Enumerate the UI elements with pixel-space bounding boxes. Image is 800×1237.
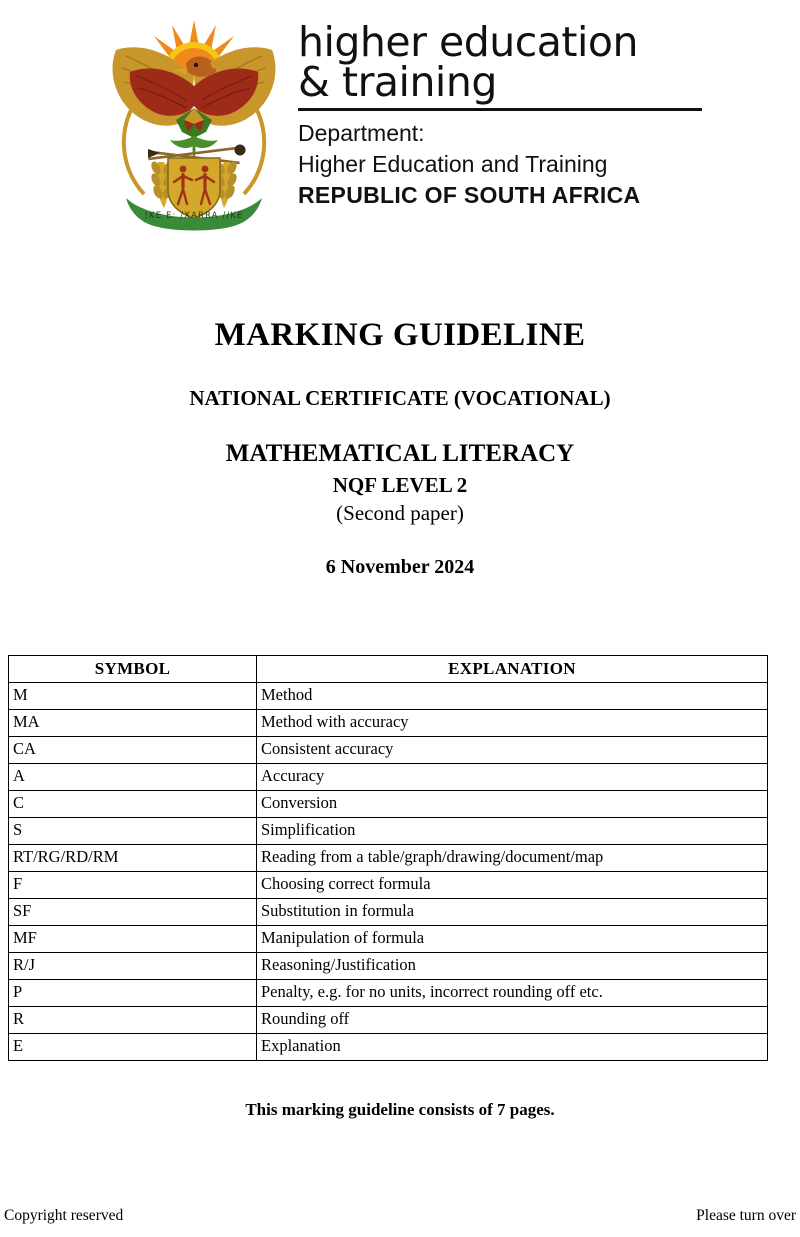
cell-symbol: C (9, 791, 257, 818)
cell-symbol: R (9, 1007, 257, 1034)
cell-symbol: MF (9, 926, 257, 953)
department-logo-text (298, 12, 702, 210)
table-row (9, 926, 768, 953)
table-row (9, 683, 768, 710)
table-body (9, 683, 768, 1061)
logo-line-and-training: & training (298, 58, 497, 107)
nqf-level: NQF LEVEL 2 (332, 472, 468, 497)
cell-symbol: A (9, 764, 257, 791)
cell-explanation: Choosing correct formula (257, 872, 768, 899)
title-block (0, 316, 800, 579)
table-row (9, 899, 768, 926)
cell-symbol: M (9, 683, 257, 710)
table-row (9, 818, 768, 845)
cell-symbol: SF (9, 899, 257, 926)
south-african-coat-of-arms-icon (98, 12, 290, 232)
cell-explanation: Substitution in formula (257, 899, 768, 926)
cell-explanation: Manipulation of formula (257, 926, 768, 953)
table-header-row (9, 656, 768, 683)
page-title: MARKING GUIDELINE (214, 317, 586, 353)
table-row (9, 953, 768, 980)
cell-explanation: Simplification (257, 818, 768, 845)
cell-symbol: E (9, 1034, 257, 1061)
table-row (9, 791, 768, 818)
table-row (9, 980, 768, 1007)
cell-explanation: Rounding off (257, 1007, 768, 1034)
cell-symbol: S (9, 818, 257, 845)
table-row (9, 1034, 768, 1061)
cell-symbol: R/J (9, 953, 257, 980)
department-name: Higher Education and Training (298, 150, 608, 177)
logo-line-higher-education: higher education (298, 18, 638, 66)
footer-turn-over: Please turn over (696, 1207, 796, 1224)
exam-date: 6 November 2024 (325, 556, 475, 579)
cell-explanation: Explanation (257, 1034, 768, 1061)
table-head (9, 656, 768, 683)
logo-divider (298, 108, 702, 111)
subject-name: MATHEMATICAL LITERACY (225, 439, 575, 467)
cell-explanation: Method (257, 683, 768, 710)
emblem-motto-text: !KE E: /XARRA //KE (144, 211, 244, 221)
letterhead (0, 12, 800, 234)
department-label: Department: (298, 120, 425, 147)
country-name: REPUBLIC OF SOUTH AFRICA (298, 181, 641, 208)
table-row (9, 872, 768, 899)
symbol-explanation-table (8, 655, 768, 1061)
cell-symbol: P (9, 980, 257, 1007)
cell-explanation: Reading from a table/graph/drawing/document/map (257, 845, 768, 872)
cell-explanation: Method with accuracy (257, 710, 768, 737)
certificate-name: NATIONAL CERTIFICATE (VOCATIONAL) (189, 385, 611, 410)
cell-symbol: RT/RG/RD/RM (9, 845, 257, 872)
column-header-explanation: EXPLANATION (257, 656, 768, 683)
cell-symbol: MA (9, 710, 257, 737)
page-footer (0, 1207, 800, 1225)
column-header-symbol: SYMBOL (9, 656, 257, 683)
page-count-note: This marking guideline consists of 7 pages. (245, 1100, 555, 1119)
table-row (9, 710, 768, 737)
paper-number: (Second paper) (336, 500, 464, 525)
table-row (9, 845, 768, 872)
cell-symbol: F (9, 872, 257, 899)
cell-explanation: Penalty, e.g. for no units, incorrect rounding off etc. (257, 980, 768, 1007)
table-row (9, 1007, 768, 1034)
table-row (9, 764, 768, 791)
footer-copyright: Copyright reserved (4, 1207, 124, 1224)
cell-explanation: Conversion (257, 791, 768, 818)
cell-explanation: Reasoning/Justification (257, 953, 768, 980)
cell-explanation: Consistent accuracy (257, 737, 768, 764)
cell-explanation: Accuracy (257, 764, 768, 791)
table-row (9, 737, 768, 764)
cell-symbol: CA (9, 737, 257, 764)
